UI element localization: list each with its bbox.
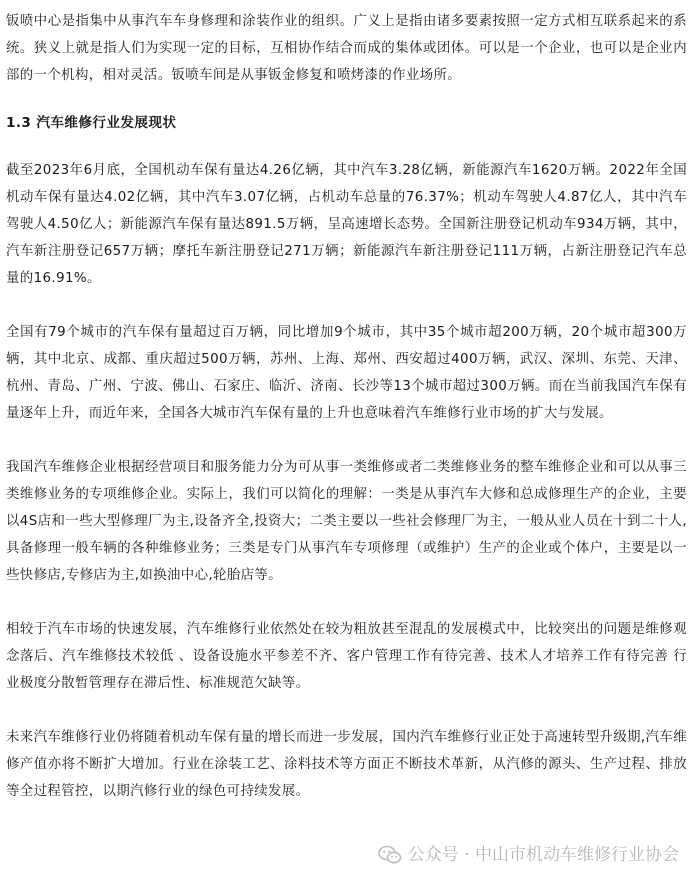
- paragraph-repair-enterprise-types: 我国汽车维修企业根据经营项目和服务能力分为可从事一类维修或者二类维修业务的整车维修企业和可以从事三类维修业务的专项维修企业。实际上，我们可以简化的理解：一类是从事汽车大修和总成修理生产的企业，主要以4S店和一些大型修理厂为主,设备齐全,投资大；二类主要以一些社会修理厂为主，一般从业人员在十到二十人,具备修理一般车辆的各种维修业务；三类是专门从事汽车专项修理（或维护）生产的企业或个体户，主要是以一些快修店,专修店为主,如换油中心,轮胎店等。: [6, 460, 687, 583]
- paragraph-city-ownership: 全国有79个城市的汽车保有量超过百万辆，同比增加9个城市，其中35个城市超200万辆，20个城市超300万辆，其中北京、成都、重庆超过500万辆，苏州、上海、郑州、西安超过400万辆，武汉、深圳、东莞、天津、杭州、青岛、广州、宁波、佛山、石家庄、临沂、济南、长沙等13个城市超过300万辆。而在当前我国汽车保有量逐年上升，而近年来，全国各大城市汽车保有量的上升也意味着汽车维修行业市场的扩大与发展。: [6, 325, 687, 421]
- paragraph-industry-outlook: 未来汽车维修行业仍将随着机动车保有量的增长而进一步发展，国内汽车维修行业正处于高速转型升级期,汽车维修产值亦将不断扩大增加。行业在涂装工艺、涂料技术等方面正不断技术革新，从汽修的源头、生产过程、排放等全过程管控，以期汽修行业的绿色可持续发展。: [6, 730, 687, 799]
- intro-paragraph: 钣喷中心是指集中从事汽车车身修理和涂装作业的组织。广义上是指由诸多要素按照一定方式相互联系起来的系统。狭义上就是指人们为实现一定的目标，互相协作结合而成的集体或团体。可以是一个企业，也可以是企业内部的一个机构，相对灵活。钣喷车间是从事钣金修复和喷烤漆的作业场所。: [6, 14, 687, 83]
- section-heading: 1.3 汽车维修行业发展现状: [6, 115, 177, 131]
- watermark-text: 公众号 · 中山市机动车维修行业协会: [407, 845, 679, 865]
- account-watermark: [378, 844, 679, 866]
- paragraph-industry-problems: 相较于汽车市场的快速发展，汽车维修行业依然处在较为粗放甚至混乱的发展模式中，比较突出的问题是维修观念落后、汽车维修技术较低 、设备设施水平参差不齐、客户管理工作有待完善、技术人才培养工作有待完善 行业极度分散暂管理存在滞后性、标准规范欠缺等。: [6, 622, 687, 691]
- wechat-icon: [378, 845, 402, 865]
- paragraph-vehicle-ownership: 截至2023年6月底，全国机动车保有量达4.26亿辆，其中汽车3.28亿辆，新能源汽车1620万辆。2022年全国机动车保有量达4.02亿辆，其中汽车3.07亿辆，占机动车总量的76.37%；机动车驾驶人4.87亿人，其中汽车驾驶人4.50亿人；新能源汽车保有量达891.5万辆，呈高速增长态势。全国新注册登记机动车934万辆，其中，汽车新注册登记657万辆；摩托车新注册登记271万辆；新能源汽车新注册登记111万辆，占新注册登记汽车总量的16.91%。: [6, 163, 687, 286]
